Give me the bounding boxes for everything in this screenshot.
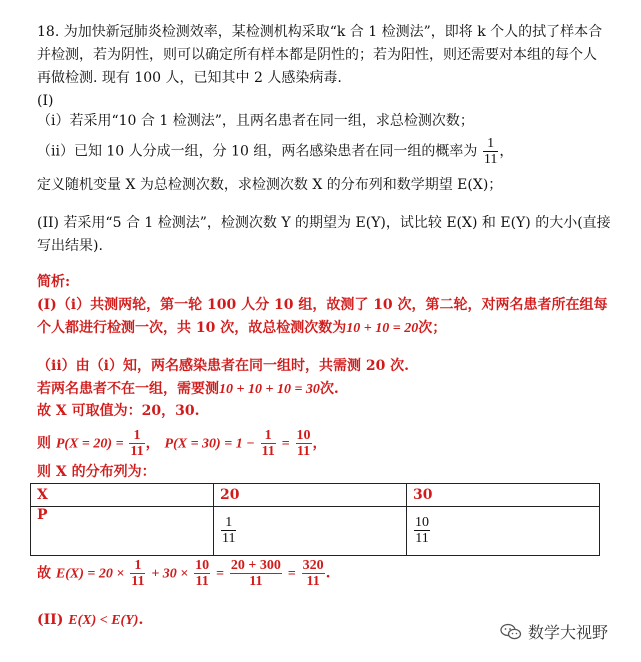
expectation-line [37,558,331,589]
exp-fraction-1 [130,558,145,589]
table-header-row [31,484,600,507]
solution-s1-line-1: (I)（i）共测两轮，第一轮 100 人分 10 组，故测了 10 次，第二轮，对两名患者所在组每 [37,297,608,313]
s1-line2-text: 个人都进行检测一次，共 10 次，故总检测次数为 [37,320,347,336]
prob2-result-fraction [296,428,312,459]
part1-ii-line2: 定义随机变量 X 为总检测次数，求检测次数 X 的分布列和数学期望 E(X)； [37,177,503,193]
watermark-text: 数学大视野 [528,623,609,642]
fraction-denominator: 11 [306,574,320,589]
table-header-cell: X [31,484,214,507]
distribution-title: 则 X 的分布列为： [37,464,156,480]
fraction-denominator: 11 [195,574,209,589]
s2-line2-math: 10 + 10 + 10 = 30 [219,382,320,397]
fraction-numerator: 320 [302,558,324,573]
exp-fraction-3 [230,558,282,589]
solution-title: 简析: [37,274,71,290]
s1-line2-end: 次； [418,320,447,336]
s2-line2-end: 次. [319,381,339,397]
fraction-denominator: 11 [296,444,311,459]
solution-s2-line-1: （ii）由（i）知，两名感染患者在同一组时，共需测 20 次. [37,358,410,374]
table-row-label: P [31,507,214,556]
exp-fraction-4 [302,558,325,589]
part2-line-2: 写出结果). [37,238,103,254]
table-header-cell: 30 [407,484,600,507]
exp-mid: + 30 × [151,566,189,582]
prob-prefix: 则 [37,435,51,452]
table-row [31,507,600,556]
part2-line-1: (II) 若采用“5 合 1 检测法”，检测次数 Y 的期望为 E(Y)，试比较 E(X) 和 E(Y) 的大小(直接 [37,215,611,231]
problem-line-2: 并检测，若为阴性，则可以确定所有样本都是阴性的；若为阳性，则还需要对本组的每个人 [37,47,597,63]
fraction-denominator: 11 [131,574,145,589]
part2-math: E(X) < E(Y) [68,613,139,628]
exp-eq-2: = [287,566,296,582]
solution-part2 [37,610,143,631]
fraction-numerator: 1 [129,428,144,444]
fraction-denominator: 11 [261,444,275,459]
probability-line [37,428,327,459]
problem-line-3: 再做检测. 现有 100 人，已知其中 2 人感染病毒. [37,70,342,86]
fraction-numerator: 20 + 300 [230,558,281,573]
table-fraction [414,515,430,546]
prob1-fraction [129,428,144,459]
part1-ii-fraction [483,136,498,167]
part1-ii-end: ， [499,143,514,160]
fraction-numerator: 1 [483,136,498,152]
fraction-denominator: 11 [130,444,144,459]
solution-s1-line-2 [37,318,446,339]
exp-lhs: E(X) = 20 × [55,566,125,582]
part1-i: （i）若采用“10 合 1 检测法”，且两名患者在同一组，求总检测次数； [37,113,474,129]
table-cell [407,507,600,556]
part1-ii [37,136,513,167]
s1-line2-math: 10 + 10 = 20 [346,321,419,336]
fraction-denominator: 11 [249,574,263,589]
fraction-denominator: 11 [483,152,498,167]
exp-end: . [325,565,331,582]
exp-fraction-2 [194,558,210,589]
fraction-numerator: 1 [261,428,276,444]
part1-label: (I) [37,93,54,109]
part2-label: (II) [37,612,64,628]
prob2-eq: = [281,436,290,452]
prob-end: ， [312,435,327,452]
distribution-table [30,483,600,556]
solution-s2-line-2 [37,379,339,400]
exp-prefix: 故 [37,565,51,582]
prob-sep: ， [145,435,160,452]
part2-end: . [138,612,144,628]
fraction-numerator: 1 [221,515,236,531]
part1-ii-text: （ii）已知 10 人分成一组，分 10 组，两名感染患者在同一组的概率为 [37,143,478,160]
prob2-lhs: P(X = 30) = 1 − [164,436,255,452]
problem-line-1: 18. 为加快新冠肺炎检测效率，某检测机构采取“k 合 1 检测法”，即将 k 个人的拭了样本合 [37,24,603,40]
fraction-numerator: 10 [296,428,311,443]
table-cell [214,507,407,556]
fraction-numerator: 10 [415,515,429,530]
table-fraction [221,515,236,546]
prob2-fraction [261,428,276,459]
fraction-denominator: 11 [415,531,429,546]
table-header-cell: 20 [214,484,407,507]
fraction-numerator: 10 [195,558,210,573]
fraction-numerator: 1 [130,558,145,574]
solution-s2-line-3: 故 X 可取值为：20，30. [37,403,200,419]
fraction-denominator: 11 [222,531,236,546]
wechat-icon [500,623,522,645]
watermark [500,620,608,645]
s2-line2-text: 若两名患者不在一组，需要测 [37,381,219,397]
prob1-lhs: P(X = 20) = [55,436,124,452]
exp-eq-1: = [216,566,225,582]
